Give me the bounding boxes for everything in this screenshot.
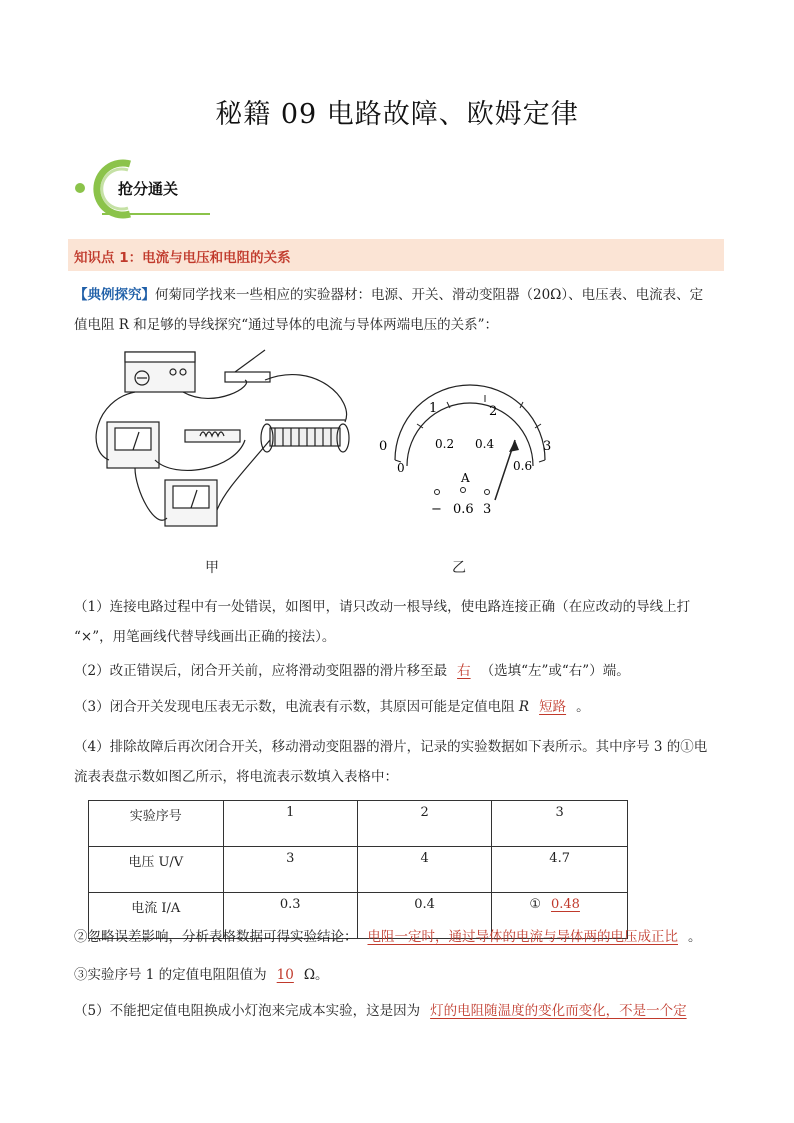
dial-bottom-1: 0.2 (435, 437, 455, 451)
knowledge-point-bar (68, 239, 724, 271)
terminal-06: 0.6 (453, 502, 474, 517)
q4b-answer: 电阻一定时，通过导体的电流与导体两的电压成正比 (367, 929, 678, 945)
dial-top-0: 0 (379, 439, 388, 454)
q4b-text-after: 。 (688, 929, 702, 945)
q5-text: （5）不能把定值电阻换成小灯泡来完成本实验，这是因为 (74, 1003, 421, 1019)
table-cell: 3 (492, 801, 628, 847)
question-4-resistance (74, 960, 726, 990)
dial-top-1: 1 (429, 401, 438, 416)
q4-line-2: 流表表盘示数如图乙所示，将电流表示数填入表格中： (74, 769, 398, 785)
table-cell: 0.3 (223, 893, 357, 939)
example-tag: 【典例探究】 (74, 287, 155, 303)
q5-answer: 灯的电阻随温度的变化而变化，不是一个定 (430, 1003, 687, 1019)
table-cell: 1 (223, 801, 357, 847)
q1-line-1: （1）连接电路过程中有一处错误，如图甲，请只改动一根导线，使电路连接正确（在应改动的导线上打 (74, 599, 691, 615)
page-title: 秘籍 09 电路故障、欧姆定律 (215, 99, 579, 130)
terminal-neg: − (431, 502, 442, 517)
section-banner-label: 抢分通关 (118, 180, 179, 198)
intro-line-1: 何菊同学找来一些相应的实验器材：电源、开关、滑动变阻器（20Ω）、电压表、电流表、定 (155, 287, 704, 303)
question-2 (74, 656, 726, 686)
figure-label-jia: 甲 (205, 560, 219, 576)
table-cell: 实验序号 (89, 801, 224, 847)
q4c-text: ③实验序号 1 的定值电阻阻值为 (74, 967, 267, 983)
question-3 (74, 692, 726, 722)
terminal-3: 3 (483, 502, 492, 517)
question-4-conclusion (74, 922, 726, 952)
q2-text-after: （选填“左”或“右”）端。 (480, 663, 630, 679)
circuit-figure (95, 340, 595, 580)
table-cell: 4 (357, 847, 491, 893)
figure-label-yi: 乙 (452, 560, 466, 576)
table-cell: 3 (223, 847, 357, 893)
q1-line-2: “×”，用笔画线代替导线画出正确的接法）。 (74, 629, 336, 645)
dial-top-2: 2 (489, 404, 498, 419)
q3-text-after: 。 (576, 699, 590, 715)
intro-paragraph (74, 280, 726, 340)
table-row (89, 847, 628, 893)
q4-line-1: （4）排除故障后再次闭合开关，移动滑动变阻器的滑片，记录的实验数据如下表所示。其中序号 3 的①电 (74, 739, 708, 755)
table-cell: 电流 I/A (89, 893, 224, 939)
table-answer: 0.48 (551, 897, 580, 912)
question-5 (74, 996, 726, 1026)
table-cell: 0.4 (357, 893, 491, 939)
q3-answer: 短路 (539, 699, 567, 715)
table-row (89, 801, 628, 847)
dial-top-3: 3 (543, 439, 552, 454)
dial-bottom-0: 0 (397, 461, 405, 475)
knowledge-point-title: 知识点 1：电流与电压和电阻的关系 (74, 250, 291, 266)
data-table (88, 800, 628, 939)
table-cell: 2 (357, 801, 491, 847)
q2-answer: 右 (457, 663, 471, 679)
dial-unit: A (461, 471, 470, 485)
q4b-text: ②忽略误差影响，分析表格数据可得实验结论： (74, 929, 358, 945)
q3-var: R (518, 699, 530, 715)
question-4 (74, 732, 726, 792)
q2-text: （2）改正错误后，闭合开关前，应将滑动变阻器的滑片移至最 (74, 663, 448, 679)
intro-line-2: 值电阻 R 和足够的导线探究“通过导体的电流与导体两端电压的关系”： (74, 317, 499, 333)
dial-bottom-3: 0.6 (513, 459, 533, 473)
q4c-text-after: Ω。 (303, 967, 329, 983)
answer-mark: ① (529, 897, 541, 912)
question-1 (74, 592, 726, 652)
q3-text: （3）闭合开关发现电压表无示数，电流表有示数，其原因可能是定值电阻 (74, 699, 519, 715)
q4c-answer: 10 (276, 967, 294, 983)
dial-bottom-2: 0.4 (475, 437, 495, 451)
table-cell: 电压 U/V (89, 847, 224, 893)
table-cell: 4.7 (492, 847, 628, 893)
